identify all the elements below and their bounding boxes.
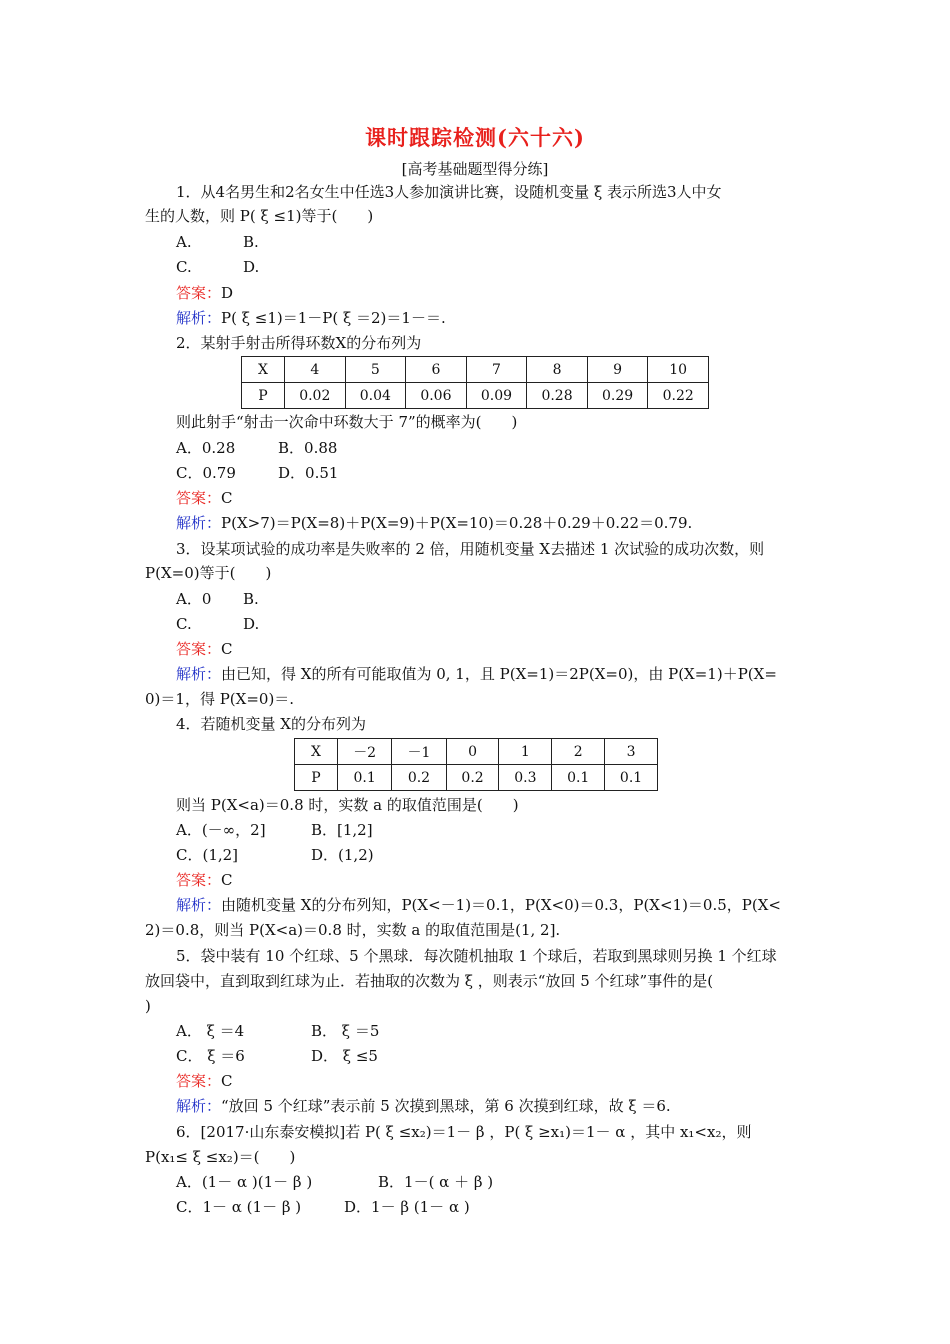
- q2-option-a: A．0.28: [176, 439, 236, 457]
- q3-answer-value: C: [221, 640, 233, 658]
- q1-analysis-text: P( ξ ≤1)＝1－P( ξ ＝2)＝1－＝.: [221, 309, 446, 327]
- q4-analysis-line1: [176, 895, 781, 915]
- q1-answer-label: 答案：: [176, 284, 222, 302]
- q5-stem-line3: ): [145, 997, 151, 1015]
- q2-table-p-label: P: [242, 383, 285, 409]
- q4-analysis-text: 由随机变量 X的分布列知，P(X<－1)＝0.1，P(X<0)＝0.3，P(X<1)＝0.5，P(X<: [221, 896, 781, 914]
- q4-table-x-label: X: [295, 739, 338, 765]
- q5-stem-line1: 5．袋中装有 10 个红球、5 个黑球．每次随机抽取 1 个球后，若取到黑球则另换 1 个红球: [176, 947, 777, 965]
- q5-answer-value: C: [221, 1072, 233, 1090]
- q4-analysis-line2: 2)＝0.8，则当 P(X<a)＝0.8 时，实数 a 的取值范围是(1, 2].: [145, 921, 561, 939]
- q2-table-x-cell: 8: [527, 357, 588, 383]
- q2-table-p-cell: 0.02: [285, 383, 346, 409]
- q4-option-c: C．(1,2]: [176, 846, 239, 864]
- q2-table-p-cell: 0.09: [466, 383, 527, 409]
- q2-question: 则此射手“射击一次命中环数大于 7”的概率为( ): [176, 413, 518, 431]
- page-title: 课时跟踪检测(六十六): [365, 125, 585, 150]
- q2-analysis-label: 解析：: [176, 514, 222, 532]
- q5-analysis-text: “放回 5 个红球”表示前 5 次摸到黑球，第 6 次摸到红球，故 ξ ＝6.: [221, 1097, 671, 1115]
- q6-stem-line2: P(x₁≤ ξ ≤x₂)＝( ): [145, 1148, 296, 1166]
- q5-option-d: D． ξ ≤5: [311, 1047, 378, 1065]
- q4-answer: [176, 870, 233, 890]
- q3-answer: [176, 639, 233, 659]
- q5-answer: [176, 1071, 233, 1091]
- q3-option-a: A．0: [176, 590, 212, 608]
- q2-option-d: D．0.51: [278, 464, 339, 482]
- q1-answer: [176, 283, 233, 303]
- q5-option-a: A． ξ ＝4: [176, 1022, 245, 1040]
- q4-distribution-table: [294, 738, 658, 791]
- q2-table-x-cell: 7: [466, 357, 527, 383]
- q3-analysis-line2: 0)＝1，得 P(X=0)＝.: [145, 690, 295, 708]
- q1-answer-value: D: [221, 284, 234, 302]
- q4-table-x-cell: 0: [446, 739, 499, 765]
- q4-analysis-label: 解析：: [176, 896, 222, 914]
- q2-table-row-x: [242, 357, 709, 383]
- q2-option-b: B．0.88: [278, 439, 338, 457]
- q6-option-d: D．1－ β (1－ α ): [344, 1198, 470, 1216]
- q4-answer-label: 答案：: [176, 871, 222, 889]
- q3-option-b: B.: [243, 590, 259, 608]
- q4-table-p-cell: 0.2: [446, 765, 499, 791]
- q4-answer-value: C: [221, 871, 233, 889]
- q4-table-x-cell: －1: [392, 739, 446, 765]
- q4-table-p-cell: 0.1: [605, 765, 658, 791]
- q4-option-b: B．[1,2]: [311, 821, 373, 839]
- q4-table-x-cell: 2: [552, 739, 605, 765]
- q2-table-p-cell: 0.22: [648, 383, 709, 409]
- q6-option-c: C．1－ α (1－ β ): [176, 1198, 302, 1216]
- q2-distribution-table: [241, 356, 709, 409]
- page-subtitle: [高考基础题型得分练]: [401, 160, 549, 178]
- q2-table-x-cell: 5: [345, 357, 406, 383]
- q5-option-b: B． ξ ＝5: [311, 1022, 380, 1040]
- q1-option-b: B.: [243, 233, 259, 251]
- q2-analysis: [176, 513, 692, 533]
- q2-table-p-cell: 0.04: [345, 383, 406, 409]
- q6-option-b: B．1－( α ＋ β ): [378, 1173, 494, 1191]
- q4-table-p-cell: 0.1: [552, 765, 605, 791]
- q4-table-p-label: P: [295, 765, 338, 791]
- q1-analysis-label: 解析：: [176, 309, 222, 327]
- q3-answer-label: 答案：: [176, 640, 222, 658]
- q6-option-a: A．(1－ α )(1－ β ): [176, 1173, 313, 1191]
- q3-stem-line2: P(X=0)等于( ): [145, 564, 272, 582]
- q4-stem: 4．若随机变量 X的分布列为: [176, 715, 366, 733]
- q2-table-x-cell: 6: [406, 357, 467, 383]
- q1-option-c: C.: [176, 258, 192, 276]
- q3-option-c: C.: [176, 615, 192, 633]
- q1-stem-line2: 生的人数，则 P( ξ ≤1)等于( ): [145, 207, 374, 225]
- q4-table-p-cell: 0.3: [499, 765, 552, 791]
- q2-option-c: C．0.79: [176, 464, 236, 482]
- q1-option-d: D.: [243, 258, 260, 276]
- q2-answer: [176, 488, 233, 508]
- q2-table-p-cell: 0.28: [527, 383, 588, 409]
- q4-table-p-cell: 0.1: [338, 765, 392, 791]
- q2-analysis-text: P(X>7)＝P(X=8)＋P(X=9)＋P(X=10)＝0.28＋0.29＋0.22＝0.79.: [221, 514, 693, 532]
- q3-analysis-line1: [176, 664, 777, 684]
- q2-table-x-cell: 10: [648, 357, 709, 383]
- q5-option-c: C． ξ ＝6: [176, 1047, 245, 1065]
- q1-analysis: [176, 308, 446, 328]
- q5-stem-line2: 放回袋中，直到取到红球为止．若抽取的次数为 ξ ，则表示“放回 5 个红球”事件的是(: [145, 972, 714, 990]
- q4-table-row-p: [295, 765, 658, 791]
- q4-question: 则当 P(X<a)＝0.8 时，实数 a 的取值范围是( ): [176, 796, 519, 814]
- q4-table-x-cell: 3: [605, 739, 658, 765]
- q2-table-x-cell: 4: [285, 357, 346, 383]
- q2-table-p-cell: 0.06: [406, 383, 467, 409]
- q1-stem-line1: 1．从4名男生和2名女生中任选3人参加演讲比赛，设随机变量 ξ 表示所选3人中女: [176, 183, 722, 201]
- q4-table-row-x: [295, 739, 658, 765]
- q5-analysis-label: 解析：: [176, 1097, 222, 1115]
- q5-answer-label: 答案：: [176, 1072, 222, 1090]
- q1-option-a: A.: [176, 233, 192, 251]
- q3-option-d: D.: [243, 615, 260, 633]
- q2-answer-value: C: [221, 489, 233, 507]
- q5-analysis: [176, 1096, 671, 1116]
- q2-table-x-label: X: [242, 357, 285, 383]
- q3-analysis-label: 解析：: [176, 665, 222, 683]
- q3-analysis-text: 由已知，得 X的所有可能取值为 0, 1，且 P(X=1)＝2P(X=0)，由 P(X=1)＋P(X=: [221, 665, 777, 683]
- q3-stem-line1: 3．设某项试验的成功率是失败率的 2 倍，用随机变量 X去描述 1 次试验的成功次数，则: [176, 540, 765, 558]
- q4-table-x-cell: 1: [499, 739, 552, 765]
- q2-stem: 2．某射手射击所得环数X的分布列为: [176, 334, 422, 352]
- q4-option-d: D．(1,2): [311, 846, 374, 864]
- q2-table-p-cell: 0.29: [587, 383, 648, 409]
- q4-table-x-cell: －2: [338, 739, 392, 765]
- q6-stem-line1: 6．[2017·山东泰安模拟]若 P( ξ ≤x₂)＝1－ β ，P( ξ ≥x₁)＝1－ α ，其中 x₁<x₂，则: [176, 1123, 752, 1141]
- q2-table-x-cell: 9: [587, 357, 648, 383]
- q4-option-a: A．(－∞，2]: [176, 821, 266, 839]
- q2-answer-label: 答案：: [176, 489, 222, 507]
- q4-table-p-cell: 0.2: [392, 765, 446, 791]
- q2-table-row-p: [242, 383, 709, 409]
